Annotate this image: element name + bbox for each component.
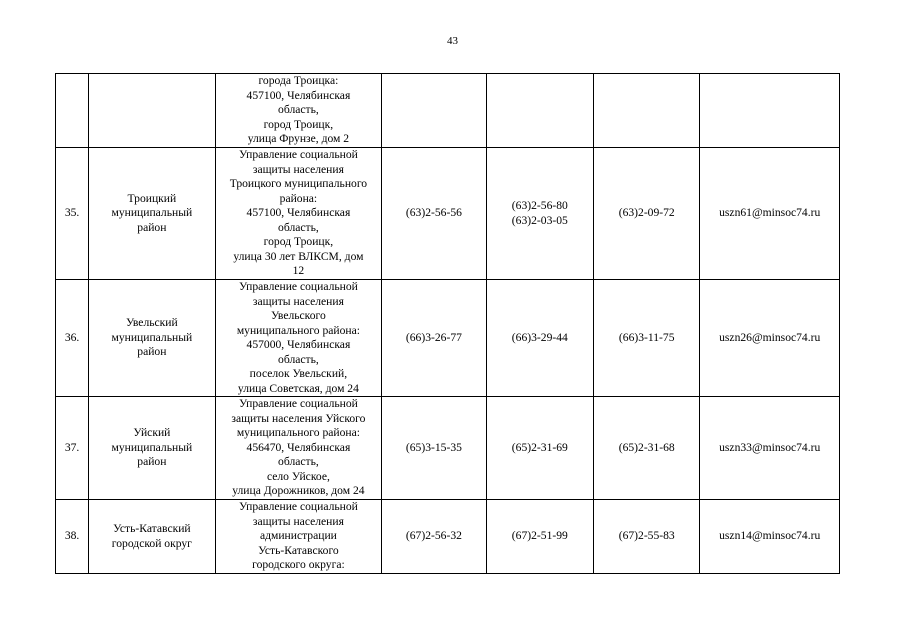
address-cell-line: город Троицк, <box>263 235 334 249</box>
phone2-cell <box>486 280 593 397</box>
address-cell-line: Управление социальной <box>238 280 358 293</box>
address-cell-line: область, <box>278 455 319 469</box>
address-cell <box>215 148 382 280</box>
address-cell <box>215 500 382 574</box>
district-name-cell <box>89 148 215 280</box>
row-number: 37. <box>64 440 80 454</box>
email-cell <box>700 397 840 500</box>
address-cell-line: Управление социальной <box>238 500 358 514</box>
address-cell <box>215 74 382 148</box>
district-name-cell-line: район <box>137 455 167 469</box>
row-number-cell <box>56 500 89 574</box>
registry-table-body <box>56 74 840 574</box>
phone3-cell <box>594 148 700 280</box>
phone2-cell <box>486 500 593 574</box>
email-cell <box>700 148 840 280</box>
phone3-cell-line: (67)2-55-83 <box>618 529 675 543</box>
address-cell-line: улица Фрунзе, дом 2 <box>247 132 350 145</box>
address-cell-line: область, <box>278 352 319 366</box>
phone3-cell <box>594 500 700 574</box>
table-row <box>56 280 840 397</box>
email-address[interactable]: uszn14@minsoc74.ru <box>719 529 821 543</box>
phone1-cell <box>382 148 486 280</box>
row-number-cell <box>56 280 89 397</box>
address-cell-line: Управление социальной <box>238 148 358 162</box>
district-name-cell-line: район <box>137 220 167 234</box>
phone2-cell <box>486 74 593 148</box>
email-cell <box>700 500 840 574</box>
address-cell-line: 457100, Челябинская <box>246 88 351 102</box>
address-cell-line: 457100, Челябинская <box>246 206 351 220</box>
phone3-cell <box>594 74 700 148</box>
address-cell-line: 456470, Челябинская <box>246 440 351 454</box>
phone2-cell <box>486 148 593 280</box>
district-name-cell-line: муниципальный <box>111 206 193 220</box>
email-cell <box>700 280 840 397</box>
address-cell-line: города Троицка: <box>258 74 339 87</box>
row-number-cell <box>56 397 89 500</box>
address-cell-line: городского округа: <box>252 558 345 572</box>
address-cell-line: поселок Увельский, <box>249 367 348 380</box>
row-number: 36. <box>64 330 80 344</box>
address-cell-line: муниципального района: <box>236 426 360 440</box>
district-name-cell <box>89 74 215 148</box>
email-address[interactable]: uszn61@minsoc74.ru <box>719 206 821 220</box>
address-cell-line: область, <box>278 103 319 116</box>
district-name-cell-line: Усть-Катавский <box>113 522 191 535</box>
district-name-cell-line: муниципальный <box>111 330 193 344</box>
address-cell-line: улица Дорожников, дом 24 <box>232 484 365 498</box>
address-cell-line: муниципального района: <box>236 323 360 337</box>
address-cell-line: защиты населения Уйского <box>231 411 366 425</box>
address-cell-line: село Уйское, <box>266 469 330 483</box>
address-cell-line: 12 <box>292 264 305 278</box>
district-name-cell-line: Увельский <box>126 316 178 330</box>
address-cell-line: защиты населения <box>252 294 344 308</box>
address-cell-line: района: <box>279 191 318 205</box>
address-cell-line: 457000, Челябинская <box>246 338 351 351</box>
email-address[interactable]: uszn26@minsoc74.ru <box>719 330 821 344</box>
phone2-cell <box>486 397 593 500</box>
table-row <box>56 148 840 280</box>
phone3-cell <box>594 397 700 500</box>
phone1-cell-line: (67)2-56-32 <box>405 529 462 543</box>
address-cell-line: администрации <box>259 529 337 543</box>
row-number: 35. <box>64 206 80 220</box>
address-cell-line: улица 30 лет ВЛКСМ, дом <box>233 249 364 263</box>
district-name-cell-line: район <box>137 345 167 359</box>
phone1-cell <box>382 500 486 574</box>
address-cell <box>215 397 382 500</box>
registry-table <box>55 73 840 574</box>
phone2-cell-line: (67)2-51-99 <box>511 529 568 543</box>
address-cell-line: город Троицк, <box>263 117 334 131</box>
row-number-cell <box>56 148 89 280</box>
address-cell-line: Усть-Катавского <box>258 543 339 557</box>
phone2-cell-line: (65)2-31-69 <box>511 440 568 454</box>
address-cell-line: Троицкого муниципального <box>229 177 368 191</box>
address-cell <box>215 280 382 397</box>
email-address[interactable]: uszn33@minsoc74.ru <box>719 440 821 454</box>
phone1-cell <box>382 74 486 148</box>
address-cell-line: защиты населения <box>252 162 344 176</box>
address-cell-line: Увельского <box>271 309 326 322</box>
page-number: 43 <box>447 35 458 47</box>
address-cell-line: Управление социальной <box>238 397 358 411</box>
address-cell-line: защиты населения <box>252 514 344 528</box>
address-cell-line: область, <box>278 220 319 234</box>
district-name-cell <box>89 397 215 500</box>
phone2-cell-line: (63)2-03-05 <box>511 213 568 227</box>
table-row <box>56 397 840 500</box>
phone1-cell <box>382 397 486 500</box>
district-name-cell-line: муниципальный <box>111 440 193 454</box>
phone1-cell-line: (65)3-15-35 <box>405 440 462 454</box>
phone1-cell-line: (63)2-56-56 <box>405 206 462 220</box>
row-number: 38. <box>64 529 80 543</box>
phone3-cell-line: (63)2-09-72 <box>618 206 675 220</box>
phone3-cell-line: (65)2-31-68 <box>618 440 675 454</box>
phone1-cell-line: (66)3-26-77 <box>405 330 462 344</box>
address-cell-line: улица Советская, дом 24 <box>237 381 359 395</box>
district-name-cell-line: Уйский <box>133 426 171 440</box>
table-row <box>56 500 840 574</box>
district-name-cell-line: городской округ <box>111 536 192 550</box>
phone2-cell-line: (63)2-56-80 <box>511 199 568 212</box>
phone2-cell-line: (66)3-29-44 <box>511 330 568 344</box>
table-row <box>56 74 840 148</box>
row-number-cell <box>56 74 89 148</box>
phone1-cell <box>382 280 486 397</box>
phone3-cell <box>594 280 700 397</box>
phone3-cell-line: (66)3-11-75 <box>618 330 675 344</box>
district-name-cell <box>89 500 215 574</box>
district-name-cell <box>89 280 215 397</box>
district-name-cell-line: Троицкий <box>127 191 177 205</box>
email-cell <box>700 74 840 148</box>
